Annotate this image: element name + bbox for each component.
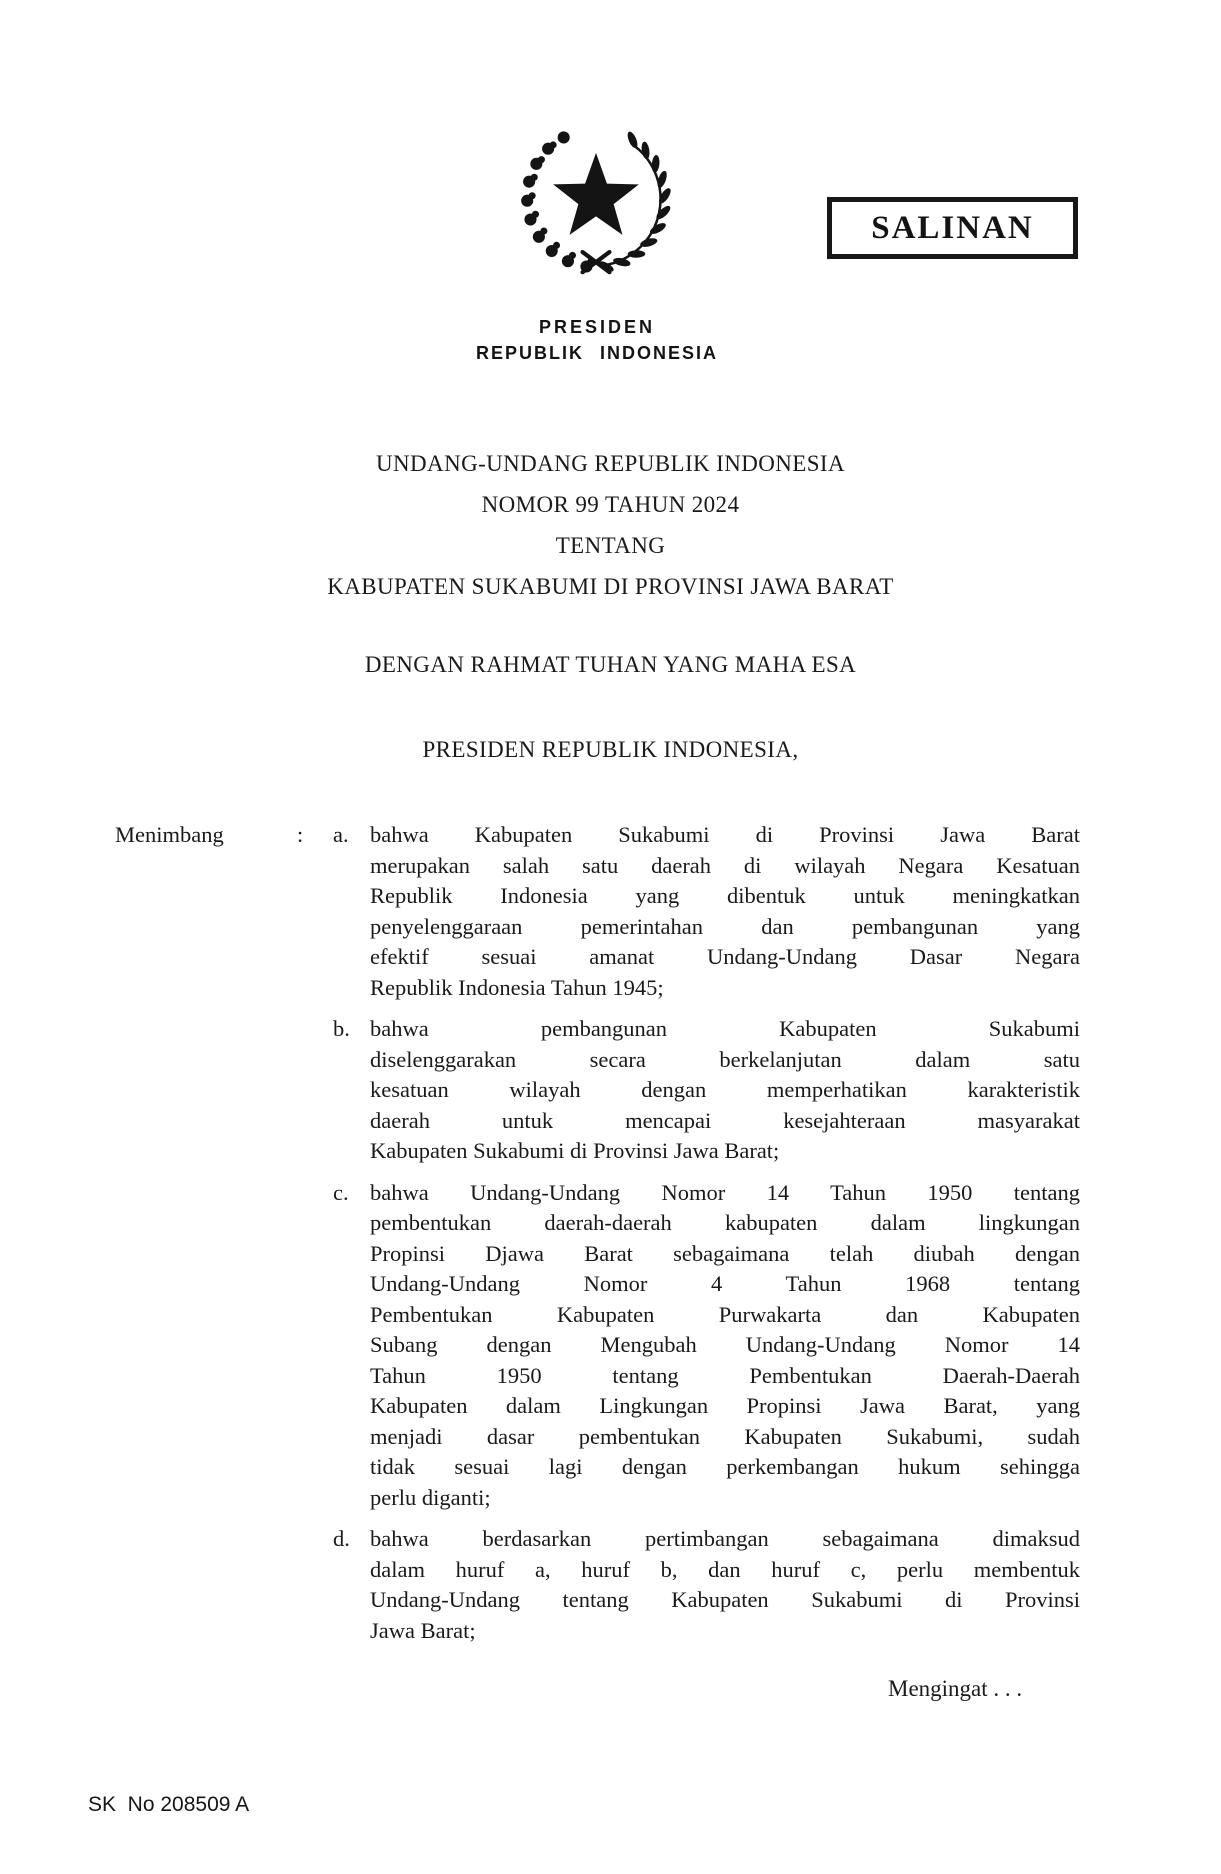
consideration-letter: c. [333,1179,349,1205]
considerations-label: Menimbang [115,822,224,847]
considerations-section [115,820,1080,1646]
consideration-line: bahwa pembangunan Kabupaten Sukabumi [370,1016,1080,1041]
consideration-line: kesatuan wilayah dengan memperhatikan karakteristik [370,1077,1080,1102]
consideration-line: Undang-Undang Nomor 4 Tahun 1968 tentang [370,1271,1080,1296]
catchword-mengingat: Mengingat . . . [888,1676,1023,1701]
law-title-line4: KABUPATEN SUKABUMI DI PROVINSI JAWA BARAT [327,574,894,599]
salinan-stamp-label: SALINAN [871,209,1034,246]
authority-line: PRESIDEN REPUBLIK INDONESIA, [422,737,799,762]
star-shape [553,153,639,235]
consideration-line: perlu diganti; [370,1484,491,1510]
consideration-line: menjadi dasar pembentukan Kabupaten Sukabumi, sudah [370,1423,1080,1449]
letterhead-republik-indonesia: REPUBLIK INDONESIA [475,343,718,363]
consideration-line: Tahun 1950 tentang Pembentukan Daerah-Daerah [370,1362,1080,1388]
law-title-line2: NOMOR 99 TAHUN 2024 [481,492,740,517]
consideration-line: Kabupaten dalam Lingkungan Propinsi Jawa Barat, yang [370,1393,1080,1418]
consideration-line: penyelenggaraan pemerintahan dan pembangunan yang [370,913,1080,939]
consideration-line: Subang dengan Mengubah Undang-Undang Nomor 14 [370,1332,1080,1357]
consideration-line: pembentukan daerah-daerah kabupaten dalam lingkungan [370,1210,1080,1235]
consideration-line: bahwa berdasarkan pertimbangan sebagaimana dimaksud [370,1526,1080,1551]
law-title-line1: UNDANG-UNDANG REPUBLIK INDONESIA [376,451,845,476]
consideration-line: bahwa Undang-Undang Nomor 14 Tahun 1950 tentang [370,1179,1080,1205]
invocation-line: DENGAN RAHMAT TUHAN YANG MAHA ESA [364,652,857,677]
consideration-items [333,820,1080,1646]
letterhead-presiden: PRESIDEN [538,317,656,337]
law-title-line3: TENTANG [555,533,666,558]
consideration-line: bahwa Kabupaten Sukabumi di Provinsi Jawa Barat [370,822,1080,847]
consideration-text [370,1014,1080,1167]
consideration-line: Republik Indonesia Tahun 1945; [370,974,664,1000]
law-title [0,443,1221,607]
consideration-item [333,1524,1080,1646]
salinan-stamp [827,197,1078,259]
consideration-letter: a. [333,822,349,847]
consideration-line: merupakan salah satu daerah di wilayah Negara Kesatuan [370,852,1080,878]
consideration-item [333,1178,1080,1514]
sk-number: SK No 208509 A [88,1793,250,1816]
consideration-text [370,1178,1080,1514]
consideration-line: Pembentukan Kabupaten Purwakarta dan Kabupaten [370,1301,1080,1327]
consideration-item [333,820,1080,1003]
consideration-letter: d. [333,1526,350,1551]
consideration-item [333,1014,1080,1167]
consideration-line: diselenggarakan secara berkelanjutan dalam satu [370,1046,1080,1072]
letterhead [427,314,767,366]
consideration-line: tidak sesuai lagi dengan perkembangan hukum sehingga [370,1454,1080,1479]
consideration-line: dalam huruf a, huruf b, dan huruf c, perlu membentuk [370,1556,1080,1582]
consideration-text [370,820,1080,1003]
consideration-line: Republik Indonesia yang dibentuk untuk meningkatkan [370,883,1080,908]
consideration-letter: b. [333,1016,350,1041]
consideration-line: Jawa Barat; [370,1617,476,1643]
consideration-line: Kabupaten Sukabumi di Provinsi Jawa Barat; [370,1138,780,1163]
consideration-line: Propinsi Djawa Barat sebagaimana telah diubah dengan [370,1240,1080,1266]
consideration-text [370,1524,1080,1646]
presidential-seal-icon [512,118,680,292]
consideration-line: efektif sesuai amanat Undang-Undang Dasar Negara [370,944,1080,969]
consideration-line: Undang-Undang tentang Kabupaten Sukabumi di Provinsi [370,1587,1080,1612]
considerations-colon: : [297,822,304,847]
consideration-line: daerah untuk mencapai kesejahteraan masyarakat [370,1107,1080,1133]
